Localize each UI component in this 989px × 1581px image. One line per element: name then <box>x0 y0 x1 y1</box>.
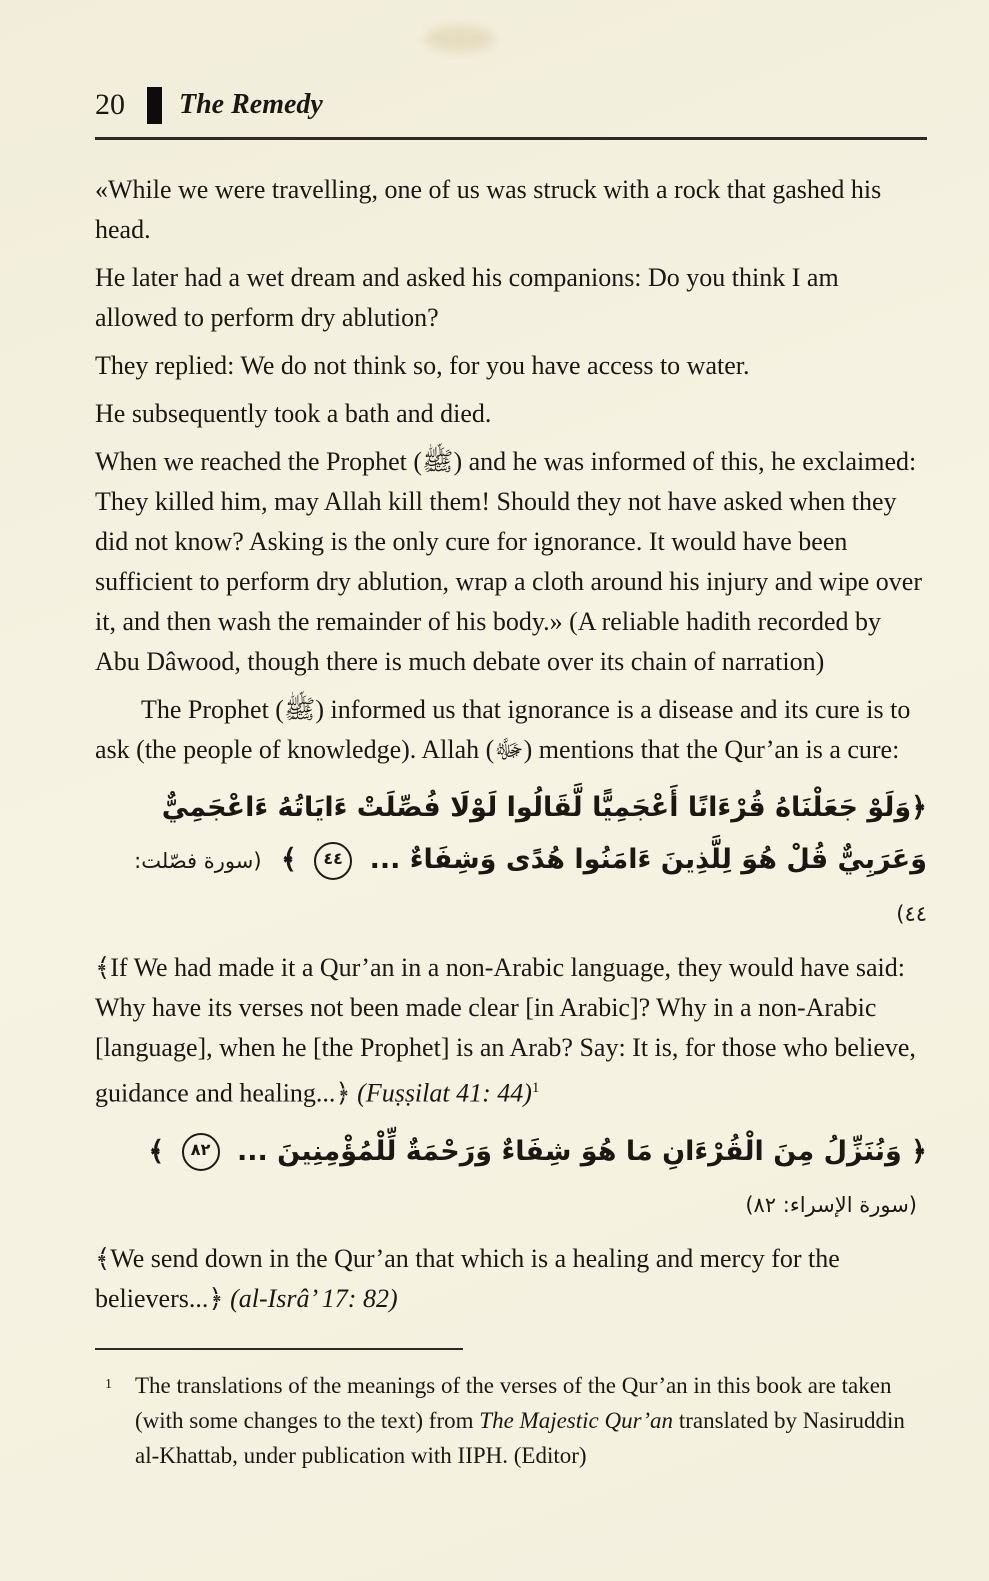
footnote-divider <box>95 1348 463 1350</box>
footnote-text-before: The translations of the meanings of the verses of the Qur’an in this book are taken (with some changes to the text) from <box>135 1373 892 1433</box>
ayah-number-badge: ٨٢ <box>182 1133 220 1171</box>
hadith-paragraph-4: He subsequently took a bath and died. <box>95 399 492 428</box>
translation-reference: (al-Isrâ’ 17: 82) <box>230 1283 398 1313</box>
page-content <box>95 85 927 1327</box>
scan-artifact <box>425 26 495 52</box>
verse-translation-fussilat <box>95 948 927 1114</box>
footnote-marker: 1 <box>105 1377 112 1392</box>
closing-ornate-bracket: ﴾ <box>280 844 297 875</box>
quran-verse-arabic-isra <box>95 1126 927 1231</box>
verse-translation-isra <box>95 1239 927 1319</box>
hadith-paragraph-1: «While we were travelling, one of us was struck with a rock that gashed his head. <box>95 175 882 244</box>
translation-reference: (Fuṣṣilat 41: 44) <box>357 1078 532 1108</box>
surah-reference-arabic: (سورة فصّلت: ٤٤) <box>134 849 927 926</box>
page-number: 20 <box>95 88 125 121</box>
footnote-text-after: translated by Nasiruddin al-Khattab, under publication with IIPH. (Editor) <box>135 1408 905 1468</box>
footnote-work-title: The Majestic Qur’an <box>479 1408 674 1433</box>
footnote-text <box>95 1368 927 1473</box>
footnote-ref-marker: 1 <box>531 1080 540 1096</box>
header-bar-ornament <box>147 87 162 124</box>
arabic-verse-text: ﴿وَلَوْ جَعَلْنَاهُ قُرْءَانًا أَعْجَمِيًّا لَّقَالُوا لَوْلَا فُصِّلَتْ ءَايَاتُهُ ءَاعْجَمِيٌّ وَعَرَبِيٌّ قُلْ هُوَ لِلَّذِينَ ءَامَنُوا هُدًى وَشِفَاءٌ ... <box>161 792 927 875</box>
arabic-verse-text: ﴿ وَنُنَزِّلُ مِنَ الْقُرْءَانِ مَا هُوَ شِفَاءٌ وَرَحْمَةٌ لِّلْمُؤْمِنِينَ ... <box>236 1135 927 1167</box>
hadith-paragraph-3: They replied: We do not think so, for you have access to water. <box>95 351 750 380</box>
hadith-paragraph-2: He later had a wet dream and asked his companions: Do you think I am allowed to perform dry ablution? <box>95 263 839 332</box>
page-header <box>95 85 927 125</box>
running-title: The Remedy <box>179 89 323 120</box>
translation-text: ﴾We send down in the Qur’an that which is a healing and mercy for the believers...﴿ <box>95 1243 840 1313</box>
ayah-number-badge: ٤٤ <box>314 842 352 880</box>
commentary-paragraph: The Prophet (ﷺ) informed us that ignorance is a disease and its cure is to ask (the people of knowledge). Allah (ﷻ) mentions that the Qur’an is a cure: <box>95 695 911 764</box>
footnote-section <box>95 1348 927 1473</box>
closing-ornate-bracket: ﴾ <box>148 1135 165 1167</box>
quran-verse-arabic-fussilat <box>95 782 927 940</box>
surah-reference-arabic: (سورة الإسراء: ٨٢) <box>745 1192 917 1217</box>
translation-text: ﴾If We had made it a Qur’an in a non-Arabic language, they would have said: Why have its verses not been made clear [in Arabic]? Why in a non-Arabic [language], when he [the Prophet] is an Arab? Say: It is, for those who believe, guidance and healing...﴿ <box>95 953 916 1108</box>
header-divider <box>95 137 927 140</box>
hadith-paragraph-5: When we reached the Prophet (ﷺ) and he was informed of this, he exclaimed: They killed him, may Allah kill them! Should they not have asked when they did not know? Asking is the only cure for ignorance. It would have been sufficient to perform dry ablution, wrap a cloth around his injury and wipe over it, and then wash the remainder of his body.» (A reliable hadith recorded by Abu Dâwood, though there is much debate over its chain of narration) <box>95 447 922 676</box>
